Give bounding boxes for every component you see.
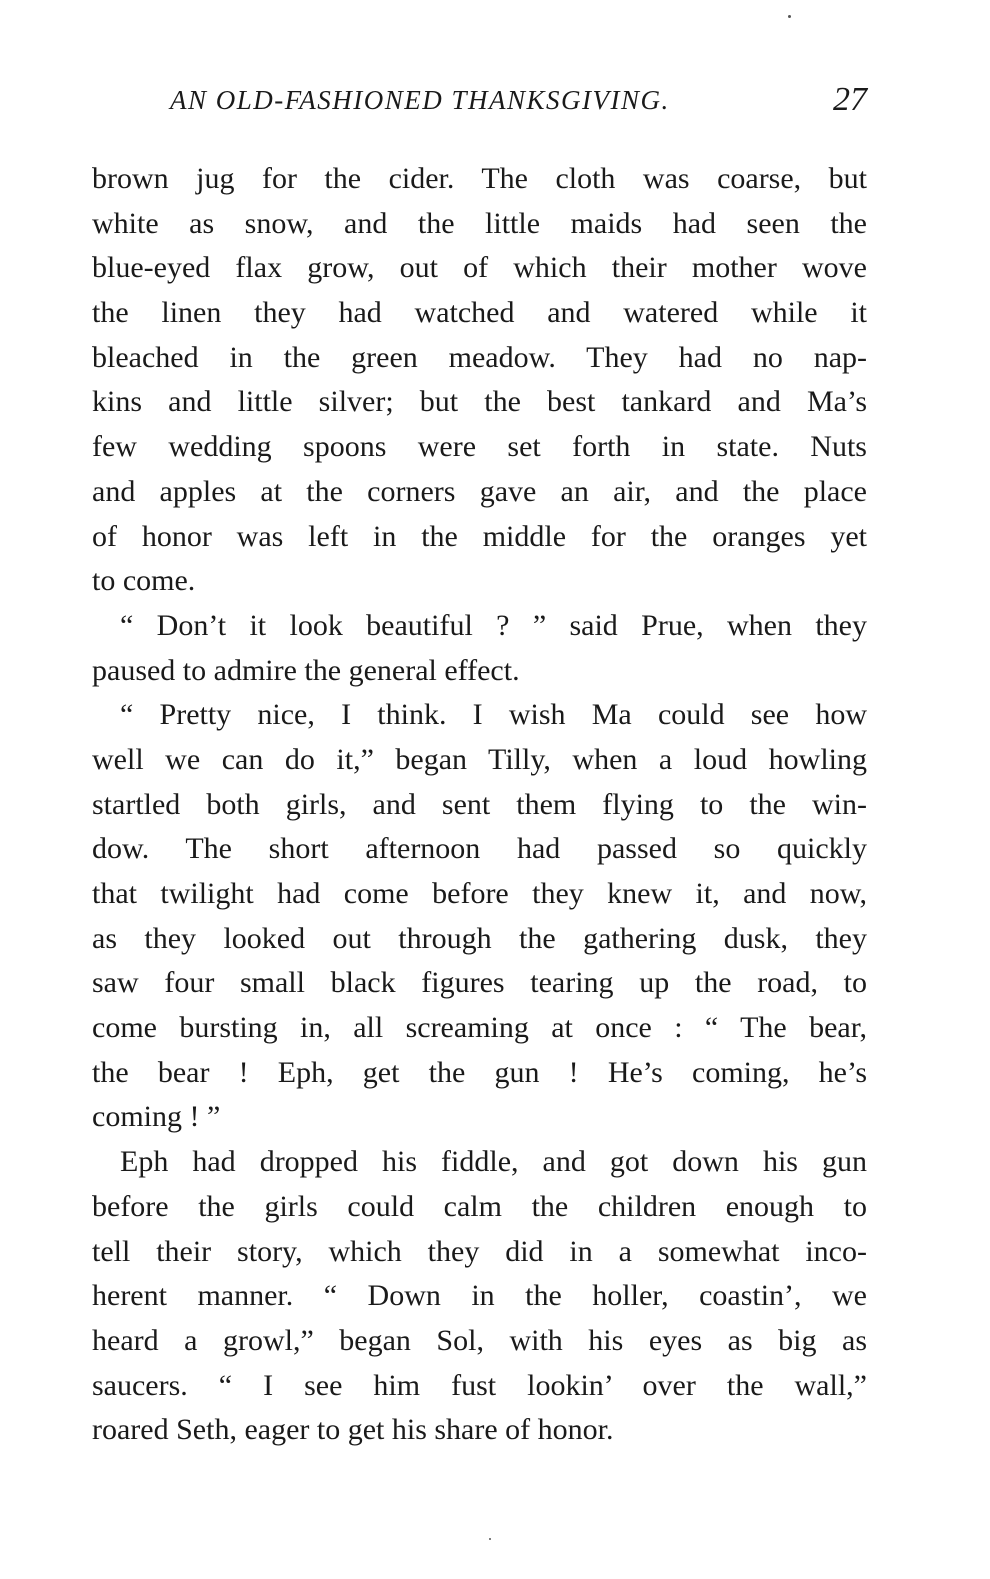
text-line: kins and little silver; but the best tankard and Ma’s <box>92 385 867 419</box>
ink-speck-top <box>788 15 791 18</box>
running-head <box>92 78 867 122</box>
text-line: herent manner. “ Down in the holler, coastin’, we <box>92 1279 867 1313</box>
text-line: Eph had dropped his fiddle, and got down his gun <box>120 1145 867 1179</box>
text-line: saucers. “ I see him fust lookin’ over the wall,” <box>92 1368 867 1402</box>
text-line: the bear ! Eph, get the gun ! He’s coming, he’s <box>92 1055 867 1089</box>
text-line: coming ! ” <box>92 1100 221 1134</box>
text-line: blue-eyed flax grow, out of which their mother wove <box>92 251 867 285</box>
running-title: AN OLD-FASHIONED THANKSGIVING. <box>170 85 670 115</box>
ink-speck-bottom <box>489 1538 491 1540</box>
text-line: “ Pretty nice, I think. I wish Ma could see how <box>120 698 867 732</box>
text-line: “ Don’t it look beautiful ? ” said Prue, when they <box>120 608 867 642</box>
text-line: the linen they had watched and watered while it <box>92 296 867 330</box>
text-line: saw four small black figures tearing up the road, to <box>92 966 867 1000</box>
text-line: well we can do it,” began Tilly, when a loud howling <box>92 742 867 776</box>
text-line: few wedding spoons were set forth in state. Nuts <box>92 430 867 464</box>
text-line: dow. The short afternoon had passed so quickly <box>92 832 867 866</box>
text-line: to come. <box>92 564 196 598</box>
text-line: heard a growl,” began Sol, with his eyes as big as <box>92 1323 867 1357</box>
text-line: and apples at the corners gave an air, and the place <box>92 474 867 508</box>
text-line: that twilight had come before they knew it, and now, <box>92 877 867 910</box>
text-line: startled both girls, and sent them flying to the win- <box>92 787 867 821</box>
text-line: white as snow, and the little maids had seen the <box>92 206 867 240</box>
text-line: brown jug for the cider. The cloth was coarse, but <box>92 162 867 195</box>
text-line: paused to admire the general effect. <box>92 653 520 687</box>
text-line: of honor was left in the middle for the oranges yet <box>92 519 867 553</box>
text-line: as they looked out through the gathering dusk, they <box>92 921 867 955</box>
text-line: roared Seth, eager to get his share of honor. <box>92 1413 614 1447</box>
text-line: before the girls could calm the children enough to <box>92 1189 867 1223</box>
page-number: 27 <box>833 81 867 118</box>
text-line: bleached in the green meadow. They had no nap- <box>92 340 867 374</box>
text-line: tell their story, which they did in a somewhat inco- <box>92 1234 867 1268</box>
text-line: come bursting in, all screaming at once : “ The bear, <box>92 1011 867 1045</box>
body-text <box>92 157 867 1453</box>
